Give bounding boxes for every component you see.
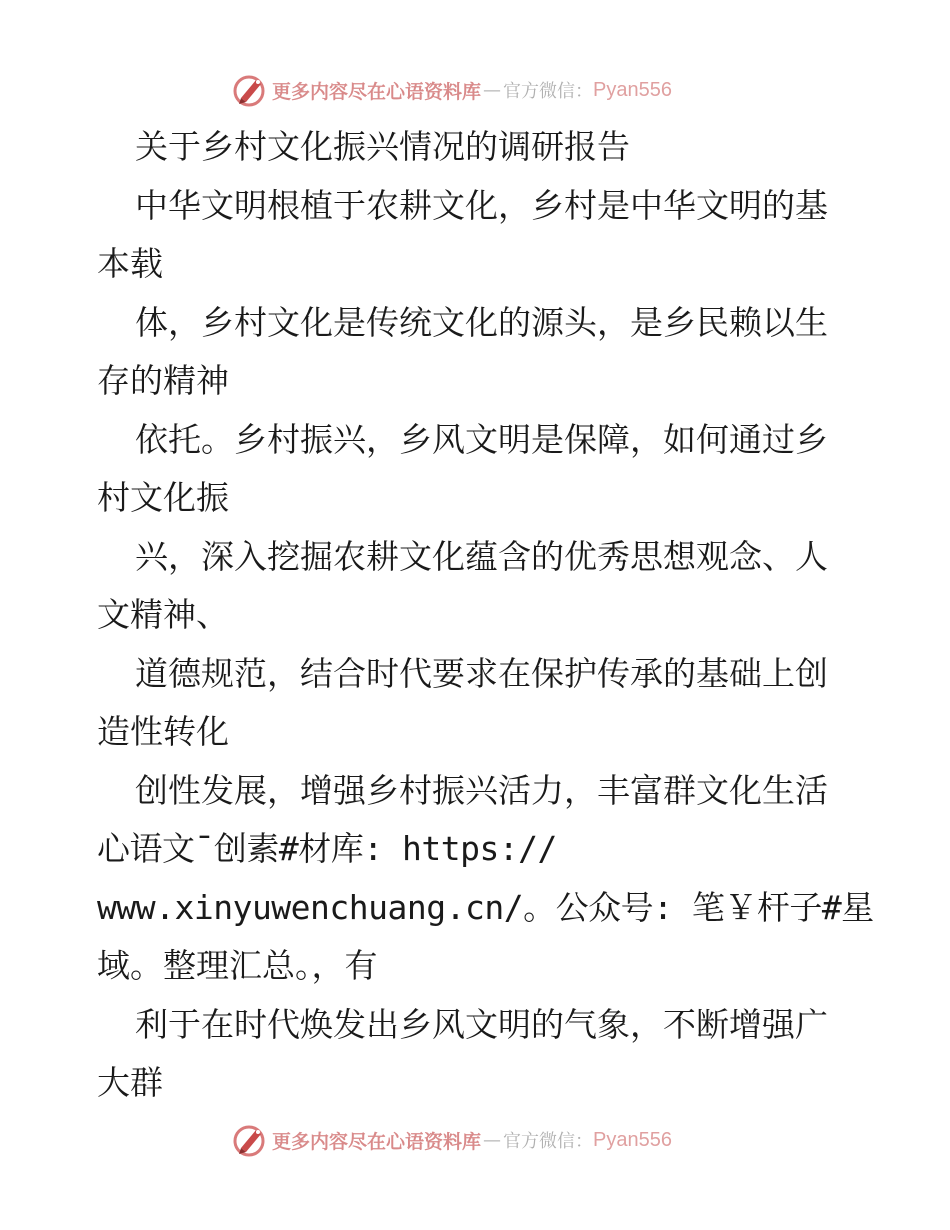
text-line: 创性发展，增强乡村振兴活力，丰富群文化生活 xyxy=(135,770,828,810)
pen-seal-icon xyxy=(232,1122,268,1158)
text-line: 造性转化 xyxy=(97,712,229,751)
text-line: 心语文¯创素#材库: https:// xyxy=(97,829,557,868)
watermark-content xyxy=(232,1122,672,1158)
watermark-site-text: 更多内容尽在心语资料库 xyxy=(272,80,482,103)
watermark-dash: — xyxy=(483,1129,502,1151)
text-line: 利于在时代焕发出乡风文明的气象，不断增强广 xyxy=(135,1004,828,1044)
watermark-wechat-label: 官方微信： xyxy=(503,81,594,102)
watermark-dash: — xyxy=(483,79,502,101)
header-watermark-banner xyxy=(0,70,950,110)
text-line: www.xinyuwenchuang.cn/。公众号: 笔￥杆子#星 xyxy=(97,887,874,927)
text-line: 文精神、 xyxy=(97,595,229,634)
footer-watermark-banner xyxy=(0,1120,950,1160)
watermark-wechat-id: Pyan556 xyxy=(593,1128,672,1151)
watermark-wechat-id: Pyan556 xyxy=(593,78,672,101)
watermark-content xyxy=(232,72,672,108)
text-line: 大群 xyxy=(97,1063,163,1102)
text-line: 村文化振 xyxy=(97,478,229,517)
text-line: 兴，深入挖掘农耕文化蕴含的优秀思想观念、人 xyxy=(135,536,828,576)
text-line: 道德规范，结合时代要求在保护传承的基础上创 xyxy=(135,653,828,693)
pen-seal-icon xyxy=(232,72,268,108)
document-title: 关于乡村文化振兴情况的调研报告 xyxy=(135,127,630,166)
document-body xyxy=(97,118,874,1113)
watermark-wechat-label: 官方微信： xyxy=(503,1131,594,1152)
text-line: 依托。乡村振兴，乡风文明是保障，如何通过乡 xyxy=(135,419,828,459)
text-line: 存的精神 xyxy=(97,361,229,400)
text-line: 体，乡村文化是传统文化的源头，是乡民赖以生 xyxy=(135,302,828,342)
watermark-site-text: 更多内容尽在心语资料库 xyxy=(272,1130,482,1153)
text-line: 域。整理汇总。，有 xyxy=(97,946,378,985)
text-line: 中华文明根植于农耕文化，乡村是中华文明的基 xyxy=(135,185,828,225)
text-line: 本载 xyxy=(97,244,163,283)
